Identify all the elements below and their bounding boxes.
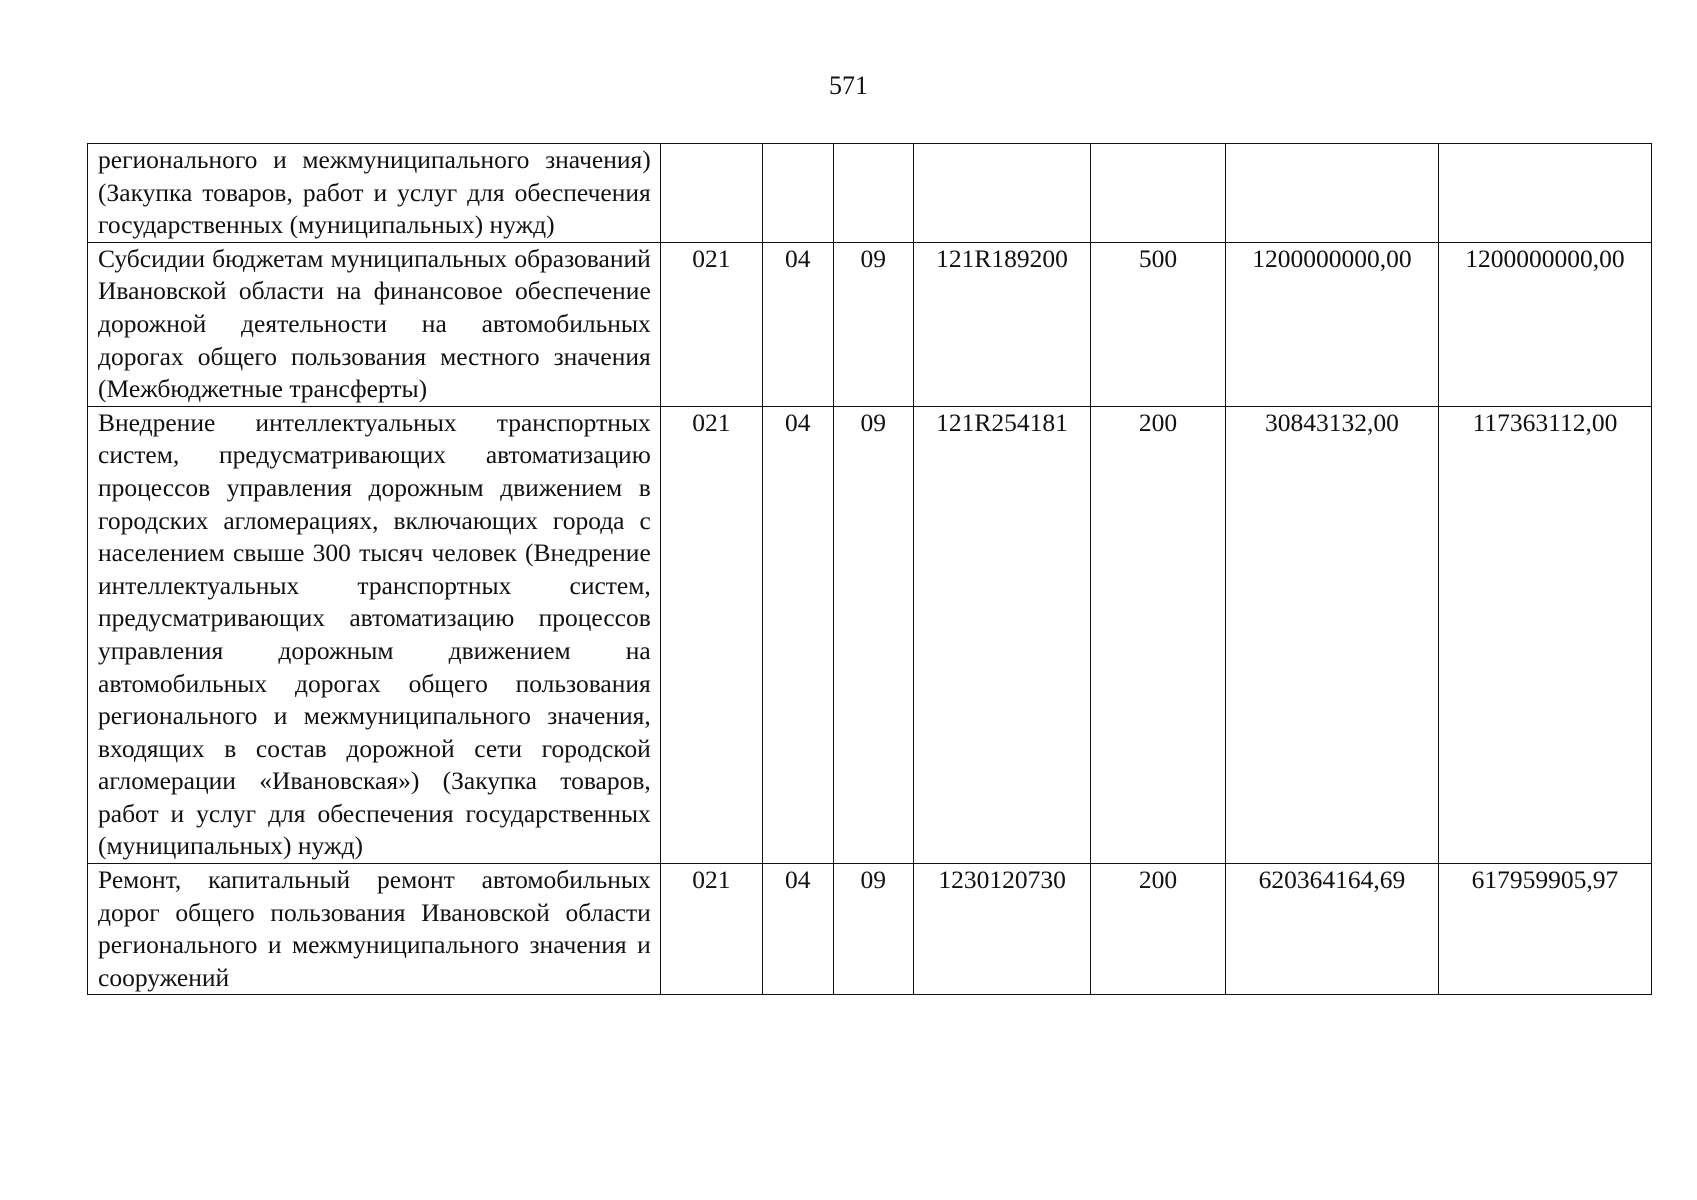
amount-year2: 117363112,00 — [1438, 406, 1651, 863]
budget-table — [87, 143, 1652, 995]
ministry-code: 021 — [660, 864, 762, 995]
table-row — [88, 144, 1652, 243]
section-code — [762, 144, 833, 243]
page-number: 571 — [829, 71, 868, 100]
subsection-code — [833, 144, 913, 243]
row-description: Внедрение интеллектуальных транспортных систем, предусматривающих автоматизацию процессов управления дорожным движением в городских агломерациях, включающих города с населением свыше 300 тысяч человек (Внедрение интеллектуальных транспортных систем, предусматривающих автоматизацию процессов управления дорожным движением на автомобильных дорогах общего пользования регионального и межмуниципального значения, входящих в состав дорожной сети городской агломерации «Ивановская») (Закупка товаров, работ и услуг для обеспечения государственных (муниципальных) нужд) — [88, 406, 661, 863]
expense-type-code: 200 — [1091, 864, 1226, 995]
amount-year2: 1200000000,00 — [1438, 242, 1651, 406]
amount-year2: 617959905,97 — [1438, 864, 1651, 995]
row-description: Ремонт, капитальный ремонт автомобильных дорог общего пользования Ивановской области регионального и межмуниципального значения и сооружений — [88, 864, 661, 995]
ministry-code: 021 — [660, 242, 762, 406]
amount-year1 — [1225, 144, 1438, 243]
expense-type-code: 200 — [1091, 406, 1226, 863]
ministry-code: 021 — [660, 406, 762, 863]
table-row — [88, 864, 1652, 995]
target-article-code — [913, 144, 1090, 243]
subsection-code: 09 — [833, 406, 913, 863]
expense-type-code — [1091, 144, 1226, 243]
row-description: регионального и межмуниципального значения) (Закупка товаров, работ и услуг для обеспечения государственных (муниципальных) нужд) — [88, 144, 661, 243]
expense-type-code: 500 — [1091, 242, 1226, 406]
amount-year1: 1200000000,00 — [1225, 242, 1438, 406]
table-row — [88, 406, 1652, 863]
row-description: Субсидии бюджетам муниципальных образований Ивановской области на финансовое обеспечение дорожной деятельности на автомобильных дорогах общего пользования местного значения (Межбюджетные трансферты) — [88, 242, 661, 406]
target-article-code: 121R189200 — [913, 242, 1090, 406]
section-code: 04 — [762, 242, 833, 406]
amount-year1: 30843132,00 — [1225, 406, 1438, 863]
target-article-code: 121R254181 — [913, 406, 1090, 863]
amount-year2 — [1438, 144, 1651, 243]
table-row — [88, 242, 1652, 406]
subsection-code: 09 — [833, 242, 913, 406]
ministry-code — [660, 144, 762, 243]
subsection-code: 09 — [833, 864, 913, 995]
section-code: 04 — [762, 406, 833, 863]
amount-year1: 620364164,69 — [1225, 864, 1438, 995]
section-code: 04 — [762, 864, 833, 995]
target-article-code: 1230120730 — [913, 864, 1090, 995]
